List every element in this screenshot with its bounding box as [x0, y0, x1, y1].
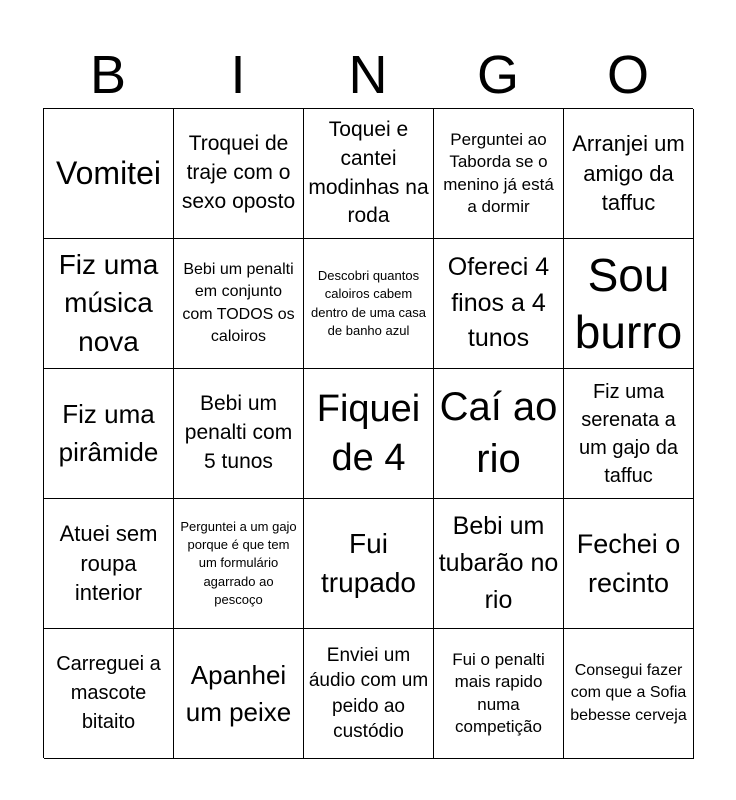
cell-text: Vomitei — [56, 155, 161, 192]
cell-text: Fiquei de 4 — [316, 387, 421, 479]
cell-text: Bebi um penalti em conjunto com TODOS os caloiros — [182, 261, 295, 345]
bingo-header — [43, 42, 693, 108]
bingo-cell[interactable] — [434, 369, 564, 499]
cell-text: Fui o penalti mais rapido numa competição — [452, 649, 545, 736]
bingo-cell[interactable] — [304, 239, 434, 369]
bingo-cell[interactable] — [304, 499, 434, 629]
bingo-cell[interactable] — [44, 369, 174, 499]
bingo-cell[interactable] — [44, 239, 174, 369]
cell-text: Perguntei ao Taborda se o menino já está a dormir — [443, 129, 554, 216]
bingo-cell[interactable] — [174, 499, 304, 629]
cell-text: Consegui fazer com que a Sofia bebesse cerveja — [570, 662, 687, 724]
cell-text: Toquei e cantei modinhas na roda — [308, 117, 429, 228]
bingo-cell[interactable] — [44, 629, 174, 759]
header-letter-o: O — [606, 45, 649, 105]
cell-text: Carreguei a mascote bitaito — [56, 653, 161, 733]
bingo-cell[interactable] — [564, 239, 694, 369]
bingo-cell[interactable] — [304, 109, 434, 239]
bingo-cell[interactable] — [174, 109, 304, 239]
header-letter-g: G — [476, 45, 519, 105]
cell-text: Sou burro — [574, 249, 683, 358]
bingo-cell[interactable] — [564, 369, 694, 499]
cell-text: Fiz uma música nova — [58, 248, 159, 357]
cell-text: Apanhei um peixe — [185, 659, 292, 727]
cell-text: Troquei de traje com o sexo oposto — [181, 132, 296, 213]
cell-text: Fiz uma pirâmide — [58, 399, 159, 467]
bingo-cell[interactable] — [434, 499, 564, 629]
bingo-cell[interactable] — [434, 109, 564, 239]
bingo-cell[interactable] — [564, 499, 694, 629]
cell-text: Perguntei a um gajo porque é que tem um formulário agarrado ao pescoço — [180, 519, 297, 607]
bingo-cell[interactable] — [174, 629, 304, 759]
bingo-board — [43, 108, 693, 758]
cell-text: Bebi um penalti com 5 tunos — [184, 392, 293, 473]
bingo-cell[interactable] — [174, 369, 304, 499]
bingo-cell[interactable] — [44, 109, 174, 239]
bingo-cell[interactable] — [304, 369, 434, 499]
cell-text: Enviei um áudio com um peido ao custódio — [308, 644, 429, 742]
bingo-cell[interactable] — [174, 239, 304, 369]
header-letter-b: B — [89, 45, 127, 105]
cell-text: Atuei sem roupa interior — [59, 520, 158, 606]
cell-text: Bebi um tubarão no rio — [438, 512, 559, 614]
bingo-cell[interactable] — [434, 239, 564, 369]
header-letter-n: N — [348, 45, 388, 105]
cell-text: Arranjei um amigo da taffuc — [572, 130, 685, 216]
cell-text: Descobri quantos caloiros cabem dentro de uma casa de banho azul — [311, 268, 426, 338]
bingo-cell[interactable] — [564, 629, 694, 759]
bingo-cell[interactable] — [434, 629, 564, 759]
cell-text: Fechei o recinto — [576, 528, 681, 598]
cell-text: Fui trupado — [321, 527, 416, 598]
header-letter-i: I — [230, 45, 246, 105]
bingo-cell[interactable] — [44, 499, 174, 629]
cell-text: Ofereci 4 finos a 4 tunos — [447, 253, 550, 353]
cell-text: Caí ao rio — [439, 385, 558, 481]
bingo-cell[interactable] — [304, 629, 434, 759]
cell-text: Fiz uma serenata a um gajo da taffuc — [579, 380, 678, 487]
bingo-cell[interactable] — [564, 109, 694, 239]
